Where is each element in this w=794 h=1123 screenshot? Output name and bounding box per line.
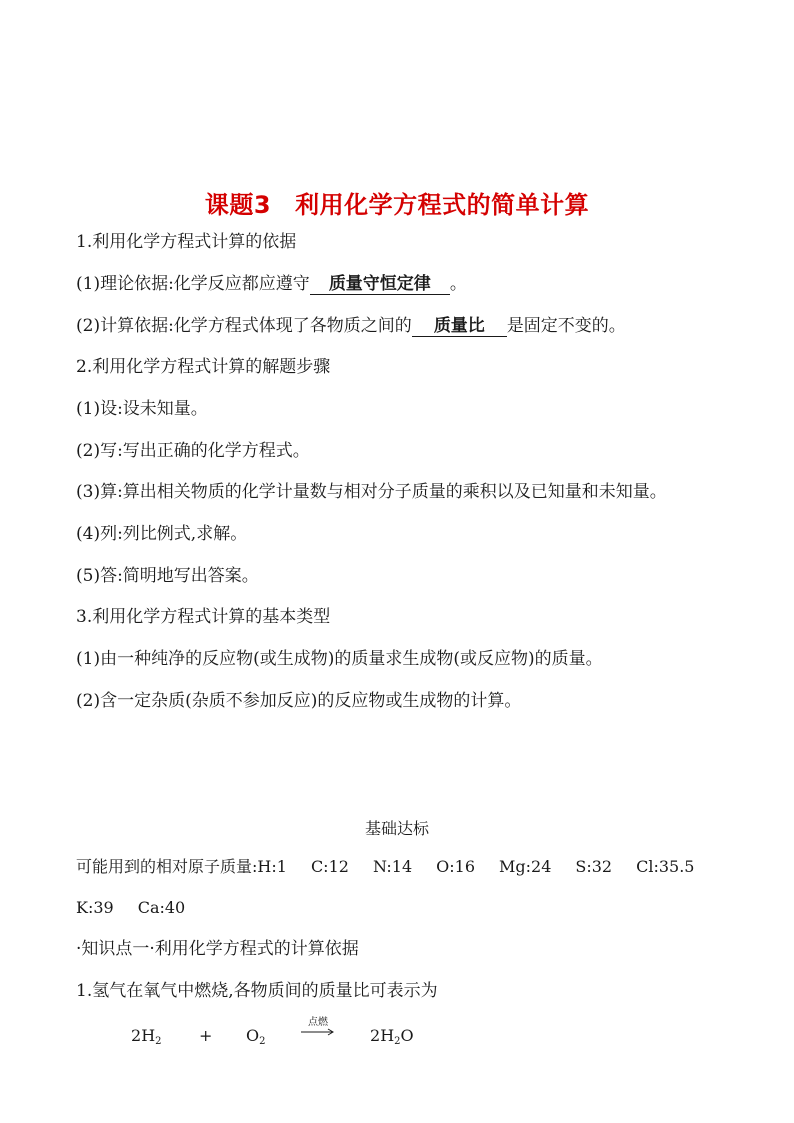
mass-n: N:14 [372, 857, 413, 876]
reaction-condition: 点燃 [308, 1017, 328, 1028]
lesson-number: 课题3 [204, 191, 272, 219]
section-1-item-1 [76, 273, 467, 295]
mass-o: O:16 [436, 857, 475, 876]
knowledge-point-1: ·知识点一·利用化学方程式的计算依据 [76, 939, 359, 959]
step-1: (1)设:设未知量。 [76, 399, 208, 419]
answer-blank-1: 质量守恒定律 [310, 274, 450, 295]
item-2-prefix: (2)计算依据:化学方程式体现了各物质之间的 [76, 316, 412, 336]
mass-ca: Ca:40 [137, 898, 186, 917]
mass-cl: Cl:35.5 [636, 857, 695, 876]
reaction-arrow-icon [300, 1028, 336, 1036]
mass-mg: Mg:24 [499, 857, 552, 876]
step-3: (3)算:算出相关物质的化学计量数与相对分子质量的乘积以及已知量和未知量。 [76, 482, 667, 502]
section-2-heading: 2.利用化学方程式计算的解题步骤 [76, 357, 331, 377]
masses-label: 可能用到的相对原子质量: [76, 857, 258, 876]
atomic-masses-row-1 [76, 856, 694, 878]
step-5: (5)答:简明地写出答案。 [76, 566, 259, 586]
step-2: (2)写:写出正确的化学方程式。 [76, 441, 310, 461]
lesson-title: 利用化学方程式的简单计算 [295, 191, 590, 219]
mass-k: K:39 [76, 898, 114, 917]
question-1: 1.氢气在氧气中燃烧,各物质间的质量比可表示为 [76, 981, 438, 1001]
product-h2o: $2H_2O$ [370, 1026, 414, 1047]
reactant-h2: $2H_2$ [131, 1026, 162, 1047]
item-1-suffix: 。 [449, 274, 467, 294]
type-2: (2)含一定杂质(杂质不参加反应)的反应物或生成物的计算。 [76, 691, 522, 711]
item-2-suffix: 是固定不变的。 [506, 316, 626, 336]
step-4: (4)列:列比例式,求解。 [76, 524, 248, 544]
section-3-heading: 3.利用化学方程式计算的基本类型 [76, 607, 331, 627]
answer-blank-2: 质量比 [412, 316, 507, 337]
mass-h: H:1 [257, 857, 287, 876]
plus-sign: + [199, 1026, 213, 1045]
mass-s: S:32 [575, 857, 613, 876]
type-1: (1)由一种纯净的反应物(或生成物)的质量求生成物(或反应物)的质量。 [76, 649, 603, 669]
atomic-masses-row-2 [76, 897, 185, 919]
item-1-prefix: (1)理论依据:化学反应都应遵守 [76, 274, 310, 294]
reactant-o2: $O_2$ [246, 1026, 266, 1047]
mass-c: C:12 [310, 857, 349, 876]
section-1-item-2 [76, 315, 626, 337]
section-1-heading: 1.利用化学方程式计算的依据 [76, 232, 297, 252]
page-title [0, 185, 794, 220]
practice-heading: 基础达标 [364, 819, 429, 838]
